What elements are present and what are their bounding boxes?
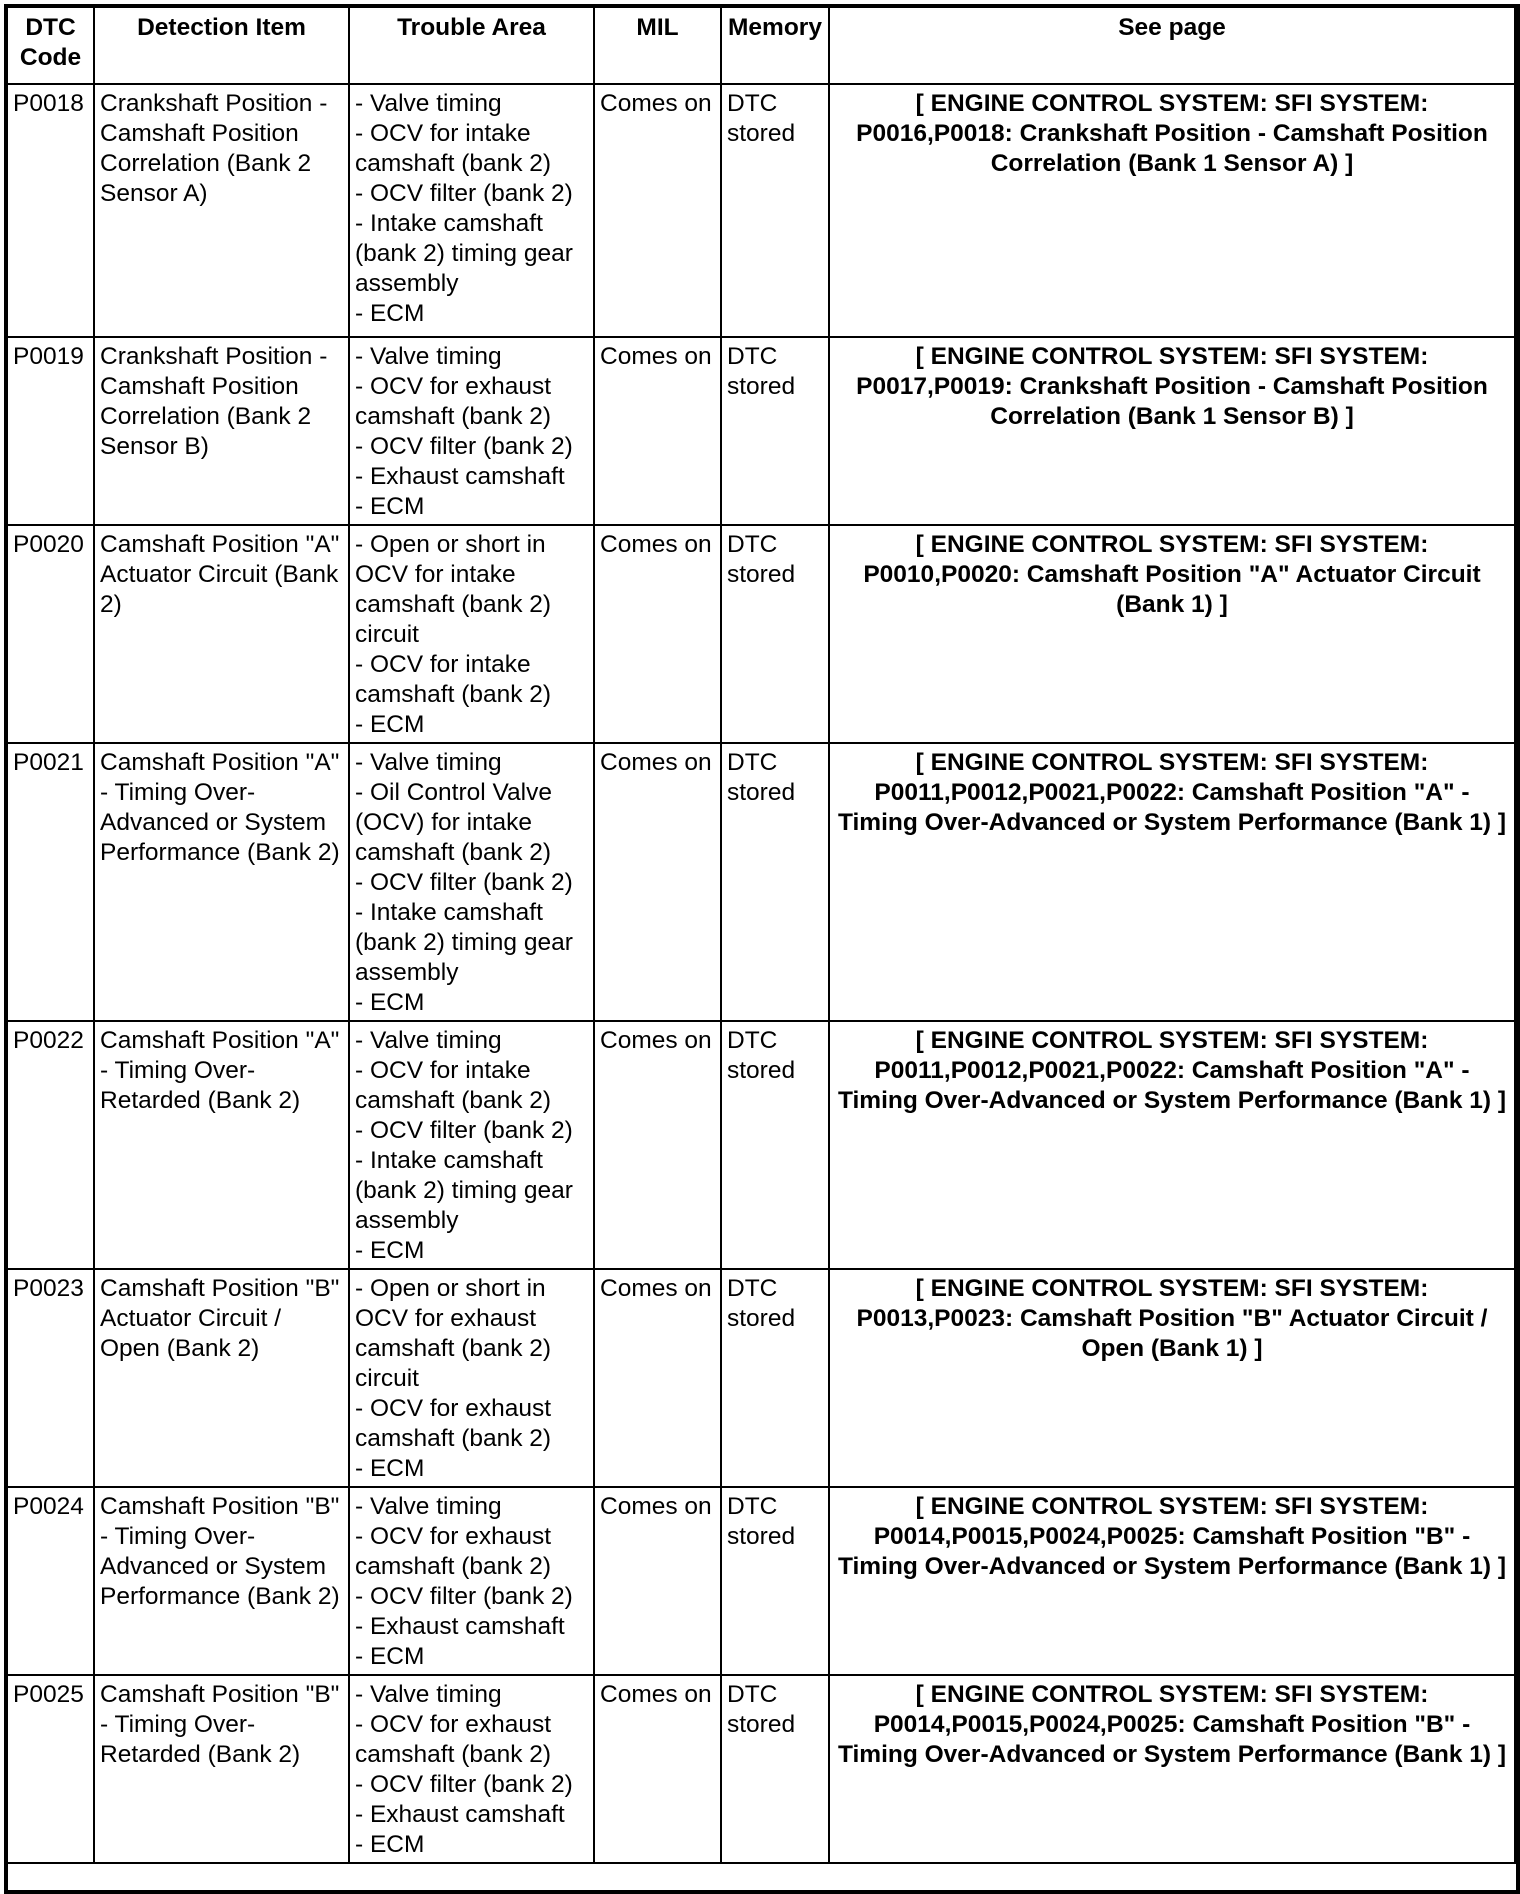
header-trouble-area: Trouble Area [349,7,594,84]
detection-item-cell: Camshaft Position "B" Actuator Circuit / Open (Bank 2) [94,1269,349,1487]
dtc-code-cell: P0020 [7,525,94,743]
trouble-area-item: - OCV for intake camshaft (bank 2) [355,1057,552,1114]
trouble-area-item: - ECM [355,1455,425,1482]
trouble-area-cell [349,743,594,1021]
trouble-area-item: - OCV for exhaust camshaft (bank 2) [355,1395,552,1452]
see-page-cell: [ ENGINE CONTROL SYSTEM: SFI SYSTEM: P0014,P0015,P0024,P0025: Camshaft Position "B" - Timing Over-Advanced or System Performance (Bank 1) ] [829,1675,1515,1863]
table-row [7,743,1515,1021]
mil-cell: Comes on [594,337,721,525]
header-dtc-code: DTC Code [7,7,94,84]
trouble-area-item: - Valve timing [355,749,502,776]
trouble-area-item: - OCV filter (bank 2) [355,433,573,460]
table-row [7,1675,1515,1863]
mil-cell: Comes on [594,525,721,743]
dtc-code-cell: P0021 [7,743,94,1021]
trouble-area-item: - Valve timing [355,90,502,117]
trouble-area-item: - ECM [355,493,425,520]
detection-item-cell: Camshaft Position "B" - Timing Over-Advanced or System Performance (Bank 2) [94,1487,349,1675]
dtc-code-cell: P0024 [7,1487,94,1675]
memory-cell: DTC stored [721,525,829,743]
table-row [7,1269,1515,1487]
trouble-area-item: - OCV filter (bank 2) [355,869,573,896]
table-row [7,525,1515,743]
see-page-cell: [ ENGINE CONTROL SYSTEM: SFI SYSTEM: P0011,P0012,P0021,P0022: Camshaft Position "A" - Timing Over-Advanced or System Performance (Bank 1) ] [829,743,1515,1021]
trouble-area-item: - Open or short in OCV for intake camshaft (bank 2) circuit [355,531,552,648]
trouble-area-item: - ECM [355,1237,425,1264]
mil-cell: Comes on [594,1675,721,1863]
table-header [7,7,1515,84]
mil-cell: Comes on [594,84,721,337]
detection-item-cell: Crankshaft Position - Camshaft Position Correlation (Bank 2 Sensor B) [94,337,349,525]
trouble-area-cell [349,1269,594,1487]
dtc-code-cell: P0023 [7,1269,94,1487]
header-see-page: See page [829,7,1515,84]
mil-cell: Comes on [594,743,721,1021]
memory-cell: DTC stored [721,84,829,337]
detection-item-cell: Camshaft Position "A" Actuator Circuit (Bank 2) [94,525,349,743]
trouble-area-item: - ECM [355,1643,425,1670]
trouble-area-item: - Intake camshaft (bank 2) timing gear assembly [355,1147,573,1234]
detection-item-cell: Crankshaft Position - Camshaft Position Correlation (Bank 2 Sensor A) [94,84,349,337]
see-page-cell: [ ENGINE CONTROL SYSTEM: SFI SYSTEM: P0010,P0020: Camshaft Position "A" Actuator Circuit (Bank 1) ] [829,525,1515,743]
trouble-area-item: - OCV filter (bank 2) [355,1117,573,1144]
detection-item-cell: Camshaft Position "A" - Timing Over-Advanced or System Performance (Bank 2) [94,743,349,1021]
trouble-area-item: - ECM [355,989,425,1016]
trouble-area-item: - OCV for exhaust camshaft (bank 2) [355,373,552,430]
trouble-area-item: - OCV filter (bank 2) [355,180,573,207]
mil-cell: Comes on [594,1021,721,1269]
trouble-area-item: - OCV filter (bank 2) [355,1771,573,1798]
trouble-area-item: - Valve timing [355,343,502,370]
trouble-area-item: - Open or short in OCV for exhaust camshaft (bank 2) circuit [355,1275,552,1392]
dtc-code-cell: P0019 [7,337,94,525]
trouble-area-item: - OCV for exhaust camshaft (bank 2) [355,1523,552,1580]
trouble-area-cell [349,1021,594,1269]
trouble-area-item: - Valve timing [355,1027,502,1054]
trouble-area-item: - ECM [355,711,425,738]
trouble-area-cell [349,84,594,337]
trouble-area-item: - Exhaust camshaft [355,1801,565,1828]
dtc-code-cell: P0018 [7,84,94,337]
trouble-area-item: - Valve timing [355,1493,502,1520]
trouble-area-cell [349,1675,594,1863]
dtc-table [6,6,1516,1864]
trouble-area-item: - Intake camshaft (bank 2) timing gear assembly [355,210,573,297]
memory-cell: DTC stored [721,1675,829,1863]
detection-item-cell: Camshaft Position "A" - Timing Over-Retarded (Bank 2) [94,1021,349,1269]
trouble-area-item: - OCV for exhaust camshaft (bank 2) [355,1711,552,1768]
trouble-area-item: - Exhaust camshaft [355,1613,565,1640]
table-row [7,1487,1515,1675]
mil-cell: Comes on [594,1269,721,1487]
table-row [7,1021,1515,1269]
trouble-area-item: - ECM [355,300,425,327]
see-page-cell: [ ENGINE CONTROL SYSTEM: SFI SYSTEM: P0013,P0023: Camshaft Position "B" Actuator Circuit / Open (Bank 1) ] [829,1269,1515,1487]
memory-cell: DTC stored [721,1021,829,1269]
header-detection-item: Detection Item [94,7,349,84]
see-page-cell: [ ENGINE CONTROL SYSTEM: SFI SYSTEM: P0014,P0015,P0024,P0025: Camshaft Position "B" - Timing Over-Advanced or System Performance (Bank 1) ] [829,1487,1515,1675]
memory-cell: DTC stored [721,1269,829,1487]
trouble-area-item: - Intake camshaft (bank 2) timing gear assembly [355,899,573,986]
detection-item-cell: Camshaft Position "B" - Timing Over-Retarded (Bank 2) [94,1675,349,1863]
trouble-area-item: - OCV filter (bank 2) [355,1583,573,1610]
dtc-code-cell: P0022 [7,1021,94,1269]
header-memory: Memory [721,7,829,84]
trouble-area-item: - OCV for intake camshaft (bank 2) [355,651,552,708]
table-row [7,84,1515,337]
trouble-area-cell [349,1487,594,1675]
header-row [7,7,1515,84]
table-row [7,337,1515,525]
trouble-area-item: - OCV for intake camshaft (bank 2) [355,120,552,177]
dtc-code-cell: P0025 [7,1675,94,1863]
memory-cell: DTC stored [721,337,829,525]
see-page-cell: [ ENGINE CONTROL SYSTEM: SFI SYSTEM: P0016,P0018: Crankshaft Position - Camshaft Position Correlation (Bank 1 Sensor A) ] [829,84,1515,337]
trouble-area-item: - Oil Control Valve (OCV) for intake camshaft (bank 2) [355,779,552,866]
trouble-area-cell [349,525,594,743]
trouble-area-item: - Exhaust camshaft [355,463,565,490]
trouble-area-item: - Valve timing [355,1681,502,1708]
memory-cell: DTC stored [721,743,829,1021]
trouble-area-cell [349,337,594,525]
see-page-cell: [ ENGINE CONTROL SYSTEM: SFI SYSTEM: P0011,P0012,P0021,P0022: Camshaft Position "A" - Timing Over-Advanced or System Performance (Bank 1) ] [829,1021,1515,1269]
memory-cell: DTC stored [721,1487,829,1675]
header-mil: MIL [594,7,721,84]
table-body [7,84,1515,1863]
see-page-cell: [ ENGINE CONTROL SYSTEM: SFI SYSTEM: P0017,P0019: Crankshaft Position - Camshaft Position Correlation (Bank 1 Sensor B) ] [829,337,1515,525]
mil-cell: Comes on [594,1487,721,1675]
trouble-area-item: - ECM [355,1831,425,1858]
